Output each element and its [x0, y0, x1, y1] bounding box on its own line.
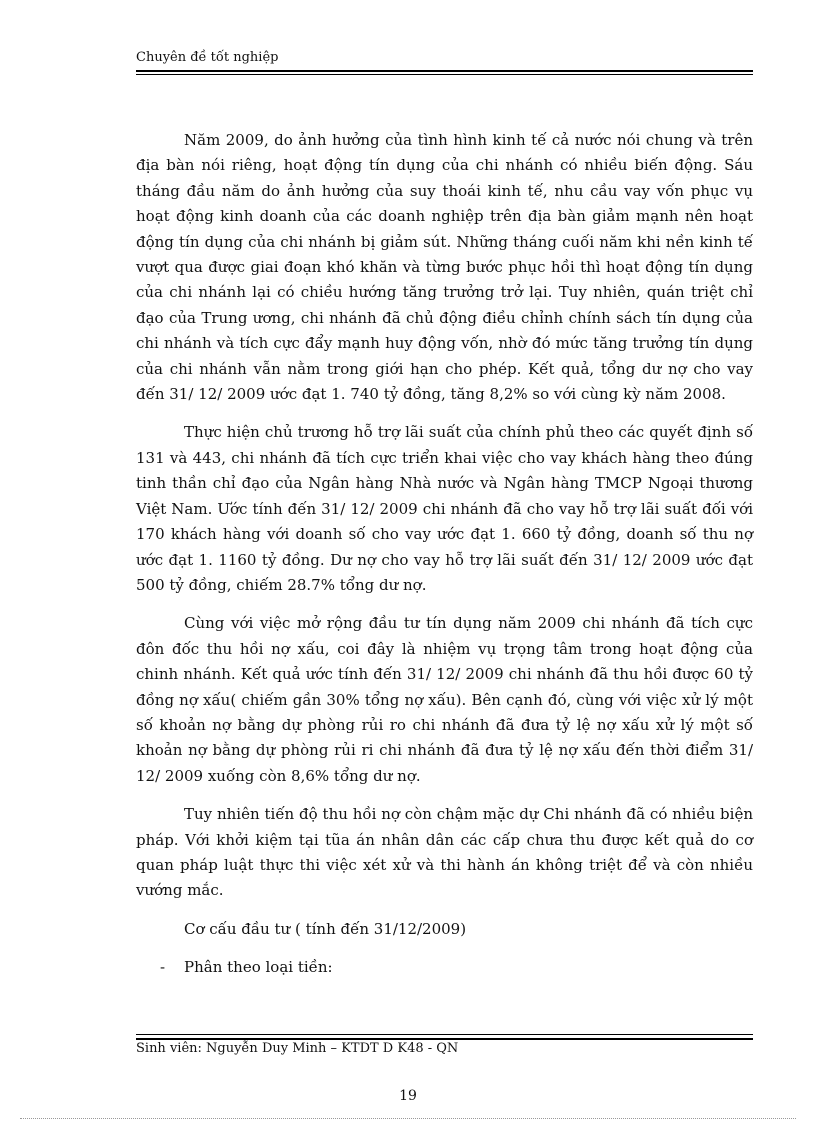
paragraph-2: Thực hiện chủ trương hỗ trợ lãi suất của chính phủ theo các quyết định số 131 và 443, chi nhánh đã tích cực triển khai việc cho vay khách hàng theo đúng tinh thần chỉ đạo của Ngân hàng Nhà nước và Ngân hàng TMCP Ngoại thương Việt Nam. Ước tính đến 31/ 12/ 2009 chi nhánh đã cho vay hỗ trợ lãi suất đối với 170 khách hàng với doanh số cho vay ước đạt 1. 660 tỷ đồng, doanh số thu nợ ước đạt 1. 1160 tỷ đồng. Dư nợ cho vay hỗ trợ lãi suất đến 31/ 12/ 2009 ước đạt 500 tỷ đồng, chiếm 28.7% tổng dư nợ. [136, 423, 753, 594]
document-body [136, 128, 753, 981]
paragraph-4: Tuy nhiên tiến độ thu hồi nợ còn chậm mặc dự Chi nhánh đã có nhiều biện pháp. Với khởi kiệm tại tũa án nhân dân các cấp chưa thu được kết quả do cơ quan pháp luật thực thi việc xét xử và thi hành án không triệt để và còn nhiều vướng mắc. [136, 805, 753, 900]
footer-rule-thick [136, 1038, 753, 1040]
page-bottom-dotted-line [20, 1118, 796, 1119]
header-rule-thin [136, 74, 753, 75]
footer-rule-thin [136, 1034, 753, 1035]
footer-text: Sinh viên: Nguyễn Duy Minh – KTDT D K48 - QN [136, 1041, 459, 1056]
bullet-item [136, 955, 753, 980]
bullet-text: Phân theo loại tiền: [184, 958, 333, 977]
page-number: 19 [399, 1088, 417, 1104]
paragraph-3: Cùng với việc mở rộng đầu tư tín dụng năm 2009 chi nhánh đã tích cực đôn đốc thu hồi nợ xấu, coi đây là nhiệm vụ trọng tâm trong hoạt động của chinh nhánh. Kết quả ước tính đến 31/ 12/ 2009 chi nhánh đã thu hồi được 60 tỷ đồng nợ xấu( chiếm gần 30% tổng nợ xấu). Bên cạnh đó, cùng với việc xử lý một số khoản nợ bằng dự phòng rủi ro chi nhánh đã đưa tỷ lệ nợ xấu xử lý một số khoản nợ bằng dự phòng rủi ri chi nhánh đã đưa tỷ lệ nợ xấu đến thời điểm 31/ 12/ 2009 xuống còn 8,6% tổng dư nợ. [136, 614, 753, 785]
header-rule-thick [136, 70, 753, 72]
bullet-dash: - [160, 958, 166, 977]
paragraph-1: Năm 2009, do ảnh hưởng của tình hình kinh tế cả nước nói chung và trên địa bàn nói riêng, hoạt động tín dụng của chi nhánh có nhiều biến động. Sáu tháng đầu năm do ảnh hưởng của suy thoái kinh tế, nhu cầu vay vốn phục vụ hoạt động kinh doanh của các doanh nghiệp trên địa bàn giảm mạnh nên hoạt động tín dụng của chi nhánh bị giảm sút. Những tháng cuối năm khi nền kinh tế vượt qua được giai đoạn khó khăn và từng bước phục hồi thì hoạt động tín dụng của chi nhánh lại có chiều hướng tăng trưởng trở lại. Tuy nhiên, quán triệt chỉ đạo của Trung ương, chi nhánh đã chủ động điều chỉnh chính sách tín dụng của chi nhánh và tích cực đẩy mạnh huy động vốn, nhờ đó mức tăng trưởng tín dụng của chi nhánh vẫn nằm trong giới hạn cho phép. Kết quả, tổng dư nợ cho vay đến 31/ 12/ 2009 ước đạt 1. 740 tỷ đồng, tăng 8,2% so với cùng kỳ năm 2008. [136, 131, 753, 404]
paragraph-5: Cơ cấu đầu tư ( tính đến 31/12/2009) [184, 919, 467, 938]
page-header-title: Chuyên đề tốt nghiệp [136, 50, 279, 65]
